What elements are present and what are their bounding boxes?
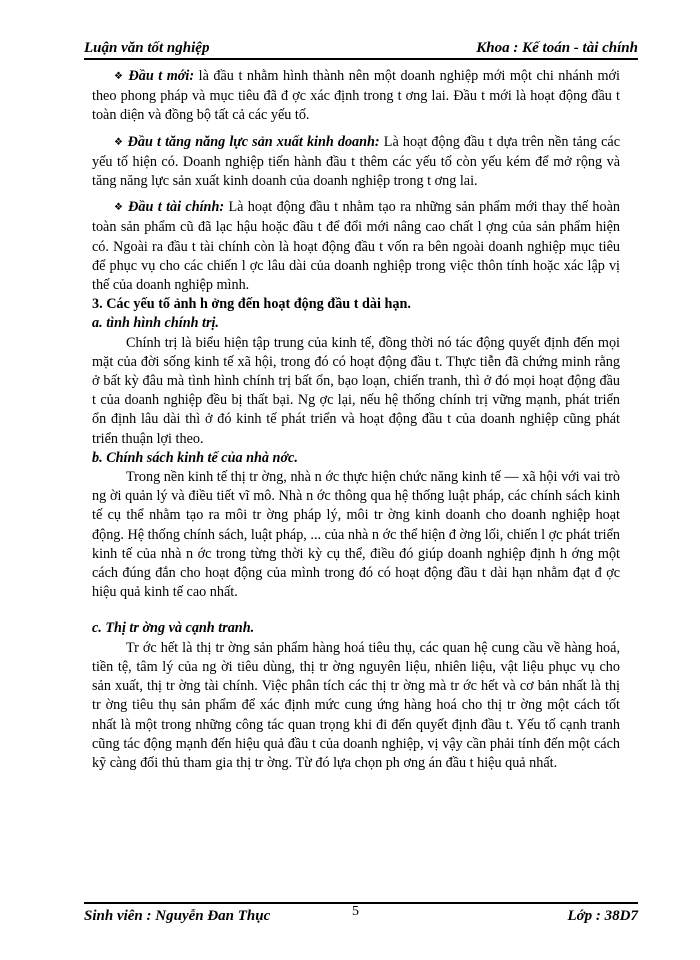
- bullet-term: Đầu t tài chính:: [128, 199, 225, 216]
- footer-divider: [84, 902, 638, 904]
- bullet-icon: ❖: [114, 71, 124, 82]
- bullet-term: Đầu t tăng năng lực sản xuất kinh doanh:: [127, 133, 380, 150]
- bullet-icon: ❖: [114, 202, 124, 214]
- page-body: [92, 67, 620, 773]
- bullet-text: Là hoạt động đầu t nhằm tạo ra những sản phẩm mới thay thế hoàn toàn sản phẩm cũ đã lạc hậu hoặc đầu t để đổi mới nâng cao chất l ợng của sản phẩm hiện có. Ngoài ra đầu t tài chính còn là hoạt động đầu t vốn ra bên ngoài doanh nghiệp mục tiêu để phục vụ cho các chiến l ợc lâu dài của doanh nghiệp trong việc thôn tính hoặc xác lập vị thế của doanh nghiệp mình.: [92, 199, 621, 294]
- page-footer: [84, 906, 638, 928]
- bullet-paragraph-financial-investment: [92, 198, 620, 295]
- footer-class: Lớp : 38D7: [567, 908, 638, 924]
- section-3-heading: 3. Các yếu tố ảnh h ởng đến hoạt động đầu t dài hạn.: [92, 296, 411, 313]
- bullet-text: là đầu t nhằm hình thành nên một doanh nghiệp mới một chi nhánh mới theo phong pháp và mục tiêu đã đ ợc xác định trong t ơng lai. Đầu t mới là hoạt động đầu t toàn diện và đồng bộ tất cả các yếu tố.: [92, 68, 621, 124]
- subsection-c-paragraph: Tr ớc hết là thị tr ờng sản phẩm hàng hoá tiêu thụ, các quan hệ cung cầu về hàng hoá, tiền tệ, tâm lý của ng ời tiêu dùng, thị tr ờng nguyên liệu, nhiên liệu, vật liệu phục vụ cho sản xuất, thị tr ờng tài chính. Việc phân tích các thị tr ờng mà tr ớc hết và cơ bản nhất là thị tr ờng tiêu thụ sản phẩm để xác định mức cung ứng hàng hoá cho thị tr ờng một cách tốt nhất là một trong những công tác quan trọng khi đi đến quyết định đầu t. Yếu tố cạnh tranh cũng tác động mạnh đến hiệu quả đầu t của doanh nghiệp, vị vậy cần phải tính đến một cách kỹ càng đối thủ tham gia thị tr ờng. Từ đó lựa chọn ph ơng án đầu t hiệu quả nhất.: [92, 639, 620, 771]
- subsection-a-heading: a. tình hình chính trị.: [92, 315, 219, 332]
- subsection-c-heading: c. Thị tr ờng và cạnh tranh.: [92, 620, 255, 637]
- bullet-icon: ❖: [114, 136, 124, 148]
- bullet-paragraph-capacity-investment: [92, 133, 620, 192]
- subsection-b-heading: b. Chính sách kinh tế của nhà nớc.: [92, 449, 298, 466]
- bullet-paragraph-new-investment: [92, 67, 620, 126]
- bullet-term: Đầu t mới:: [128, 68, 195, 84]
- header-right-title: Khoa : Kế toán - tài chính: [476, 40, 638, 56]
- page-header: [84, 38, 638, 60]
- header-divider: [84, 58, 638, 60]
- subsection-a-paragraph: Chính trị là biểu hiện tập trung của kinh tế, đồng thời nó tác động quyết định đến mọi mặt của đời sống kinh tế xã hội, trong đó có hoạt động đầu t. Thực tiễn đã chứng minh rằng ở bất kỳ đâu mà tình hình chính trị bất ổn, bạo loạn, chiến tranh, thì ở đó mọi hoạt động đầu t của doanh nghiệp đều bị thất bại. Ng ợc lại, nếu hệ thống chính trị vững mạnh, phát triển ổn định lâu dài thì ở đó kinh tế phát triển và hoạt động đầu t của doanh nghiệp cũng phát triển thuận lợi theo.: [92, 334, 620, 447]
- bullet-text: Là hoạt động đầu t dựa trên nền tảng các yếu tố hiện có. Doanh nghiệp tiến hành đầu t thêm các yếu tố còn yếu kém để mở rộng và tăng năng lực sản xuất kinh doanh của doanh nghiệp trong t ơng lai.: [92, 133, 621, 190]
- page-number: 5: [352, 904, 359, 919]
- footer-student-name: Sinh viên : Nguyễn Đan Thục: [84, 908, 271, 924]
- subsection-b-paragraph: Trong nền kinh tế thị tr ờng, nhà n ớc thực hiện chức năng kinh tế — xã hội với vai trò ng ời quản lý và điều tiết vĩ mô. Nhà n ớc thông qua hệ thống luật pháp, các chính sách kinh tế cụ thể nhằm tạo ra môi tr ờng pháp lý, môi tr ờng kinh doanh cho doanh nghiệp hoạt động. Hệ thống chính sách, luật pháp, ... của nhà n ớc thể hiện đ ờng lối, chiến l ợc phát triển kinh tế của nhà n ớc trong từng thời kỳ cụ thể, điều đó giúp doanh nghiệp định h ớng một cách đúng đắn cho hoạt động của mình trong đó có hoạt động đầu t dài hạn nhằm đạt đ ợc hiệu quả kinh tế cao nhất.: [92, 469, 620, 601]
- header-left-title: Luận văn tốt nghiệp: [84, 40, 210, 56]
